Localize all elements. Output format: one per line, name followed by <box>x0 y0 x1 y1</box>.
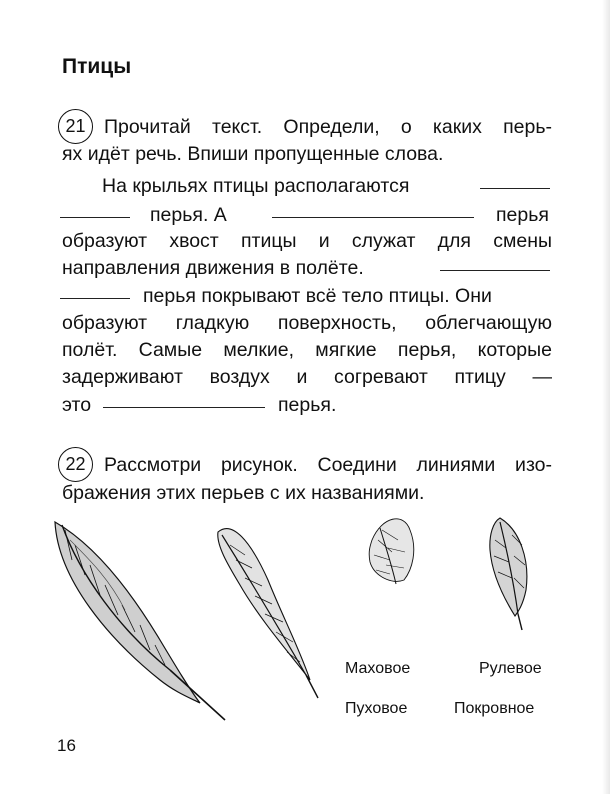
task-21-text-line7: полёт. Самые мелкие, мягкие перья, которые <box>62 339 552 361</box>
task-21-text-line9a: это <box>62 394 92 416</box>
task-21-text-line4: направления движения в полёте. <box>62 257 364 279</box>
task-21-text-line5: перья покрывают всё тело птицы. Они <box>143 285 492 307</box>
tail-feather-image[interactable] <box>490 518 527 630</box>
page-number: 16 <box>57 736 76 755</box>
task-21-instruction-line1: Прочитай текст. Определи, о каких перь- <box>104 116 552 138</box>
down-feather-image[interactable] <box>369 519 414 584</box>
label-contour-feather[interactable]: Покровное <box>454 700 535 717</box>
task-22-instruction-line1: Рассмотри рисунок. Соедини линиями изо- <box>104 454 552 476</box>
contour-feather-image[interactable] <box>218 529 318 698</box>
task-21-text-line9b: перья. <box>278 394 337 416</box>
task-21-text-line2a: перья. А <box>150 204 227 226</box>
task-21-text-line8: задерживают воздух и согревают птицу — <box>62 366 552 388</box>
flight-feather-image[interactable] <box>55 522 225 720</box>
label-flight-feather[interactable]: Маховое <box>345 660 411 677</box>
task-21-text-line1: На крыльях птицы располагаются <box>102 175 410 197</box>
section-title: Птицы <box>62 55 132 78</box>
task-21-text-line3: образуют хвост птицы и служат для смены <box>62 230 552 252</box>
task-21-instruction-line2: ях идёт речь. Впиши пропущенные слова. <box>62 143 444 165</box>
label-down-feather[interactable]: Пуховое <box>345 700 408 717</box>
task-22-number-badge: 22 <box>58 447 93 482</box>
task-21-number-badge: 21 <box>58 109 93 144</box>
task-22-instruction-line2: бражения этих перьев с их названиями. <box>62 482 425 504</box>
task-21-text-line6: образуют гладкую поверхность, облегчающую <box>62 312 552 334</box>
task-21-text-line2b: перья <box>496 204 549 226</box>
label-tail-feather[interactable]: Рулевое <box>479 660 542 677</box>
